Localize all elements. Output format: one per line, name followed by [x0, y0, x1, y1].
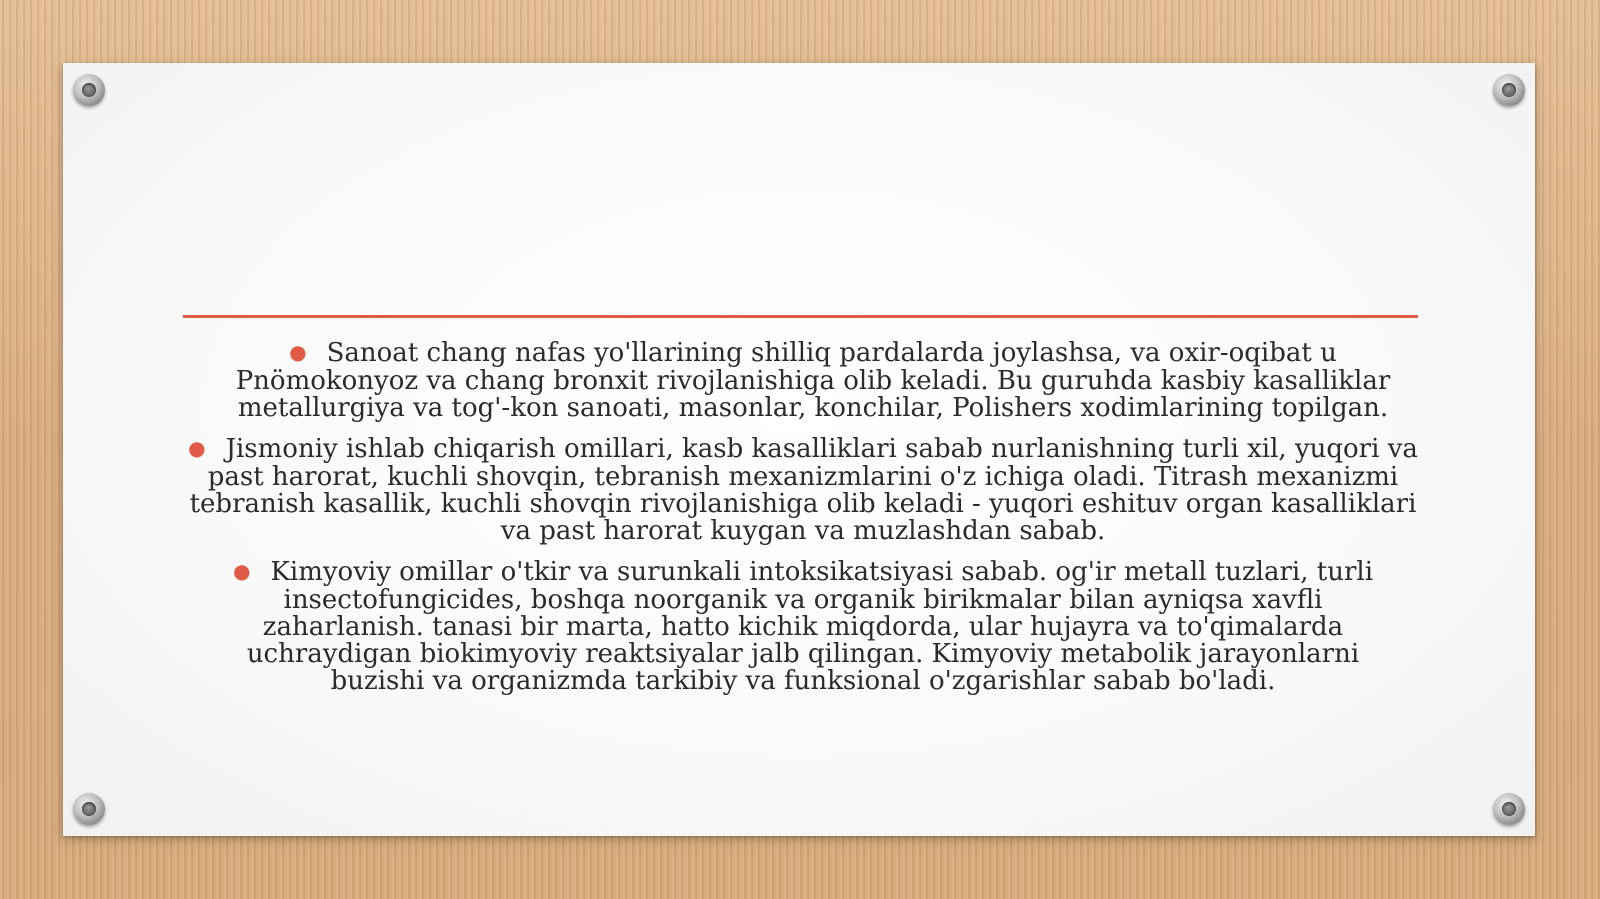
slide-board — [63, 63, 1535, 836]
rivet-bottom-right-icon — [1493, 793, 1525, 825]
title-divider — [183, 315, 1418, 318]
bullet-item — [173, 340, 1433, 422]
rivet-bottom-left-icon — [73, 793, 105, 825]
bullet-text: Sanoat chang nafas yo'llarining shilliq pardalarda joylashsa, va oxir-oqibat u Pnömokonyoz va chang bronxit rivojlanishiga olib keladi. Bu guruhda kasbiy kasalliklar metallurgiya va tog'-kon sanoati, masonlar, konchilar, Polishers xodimlarining topilgan. — [235, 338, 1391, 423]
bullet-dot-icon: ● — [233, 559, 251, 583]
bullet-text: Kimyoviy omillar o'tkir va surunkali intoksikatsiyasi sabab. og'ir metall tuzlari, turli insectofungicides, boshqa noorganik va organik birikmalar bilan ayniqsa xavfli zaharlanish. tanasi bir marta, hatto kichik miqdorda, ular hujayra va to'qimalarda uchraydigan biokimyoviy reaktsiyalar jalb qilingan. Kimyoviy metabolik jarayonlarni buzishi va organizmda tarkibiy va funksional o'zgarishlar sabab bo'ladi. — [246, 557, 1374, 696]
bullet-list — [173, 340, 1433, 709]
rivet-top-right-icon — [1493, 74, 1525, 106]
rivet-top-left-icon — [73, 74, 105, 106]
bullet-dot-icon: ● — [289, 340, 307, 364]
bullet-item — [173, 559, 1433, 695]
bullet-dot-icon: ● — [188, 436, 206, 460]
bullet-item — [173, 436, 1433, 545]
bullet-text: Jismoniy ishlab chiqarish omillari, kasb kasalliklari sabab nurlanishning turli xil, yuqori va past harorat, kuchli shovqin, tebranish mexanizmlarini o'z ichiga oladi. Titrash mexanizmi tebranish kasallik, kuchli shovqin rivojlanishiga olib keladi - yuqori eshituv organ kasalliklari va past harorat kuygan va muzlashdan sabab. — [189, 434, 1418, 546]
